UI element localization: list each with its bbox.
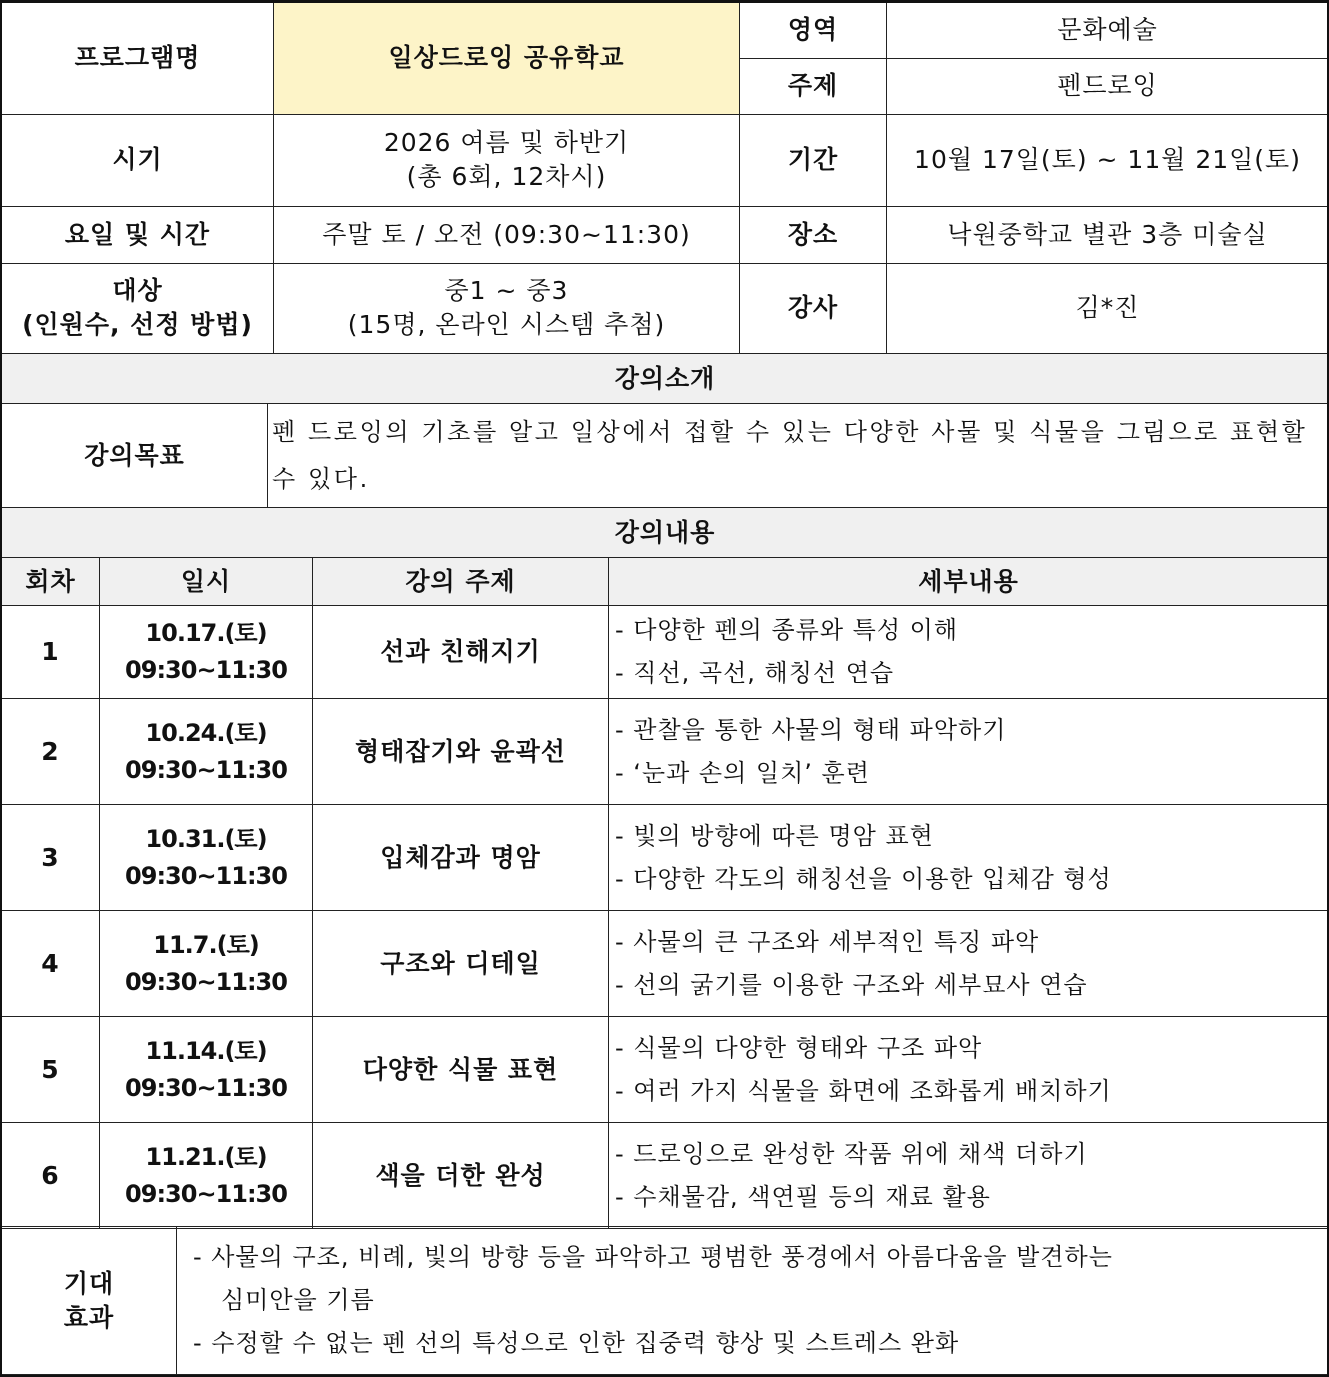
session-time: 09:30~11:30 [125, 656, 287, 684]
session-detail-line1: - 사물의 큰 구조와 세부적인 특징 파악 [615, 927, 1040, 956]
session-number: 2 [2, 699, 100, 805]
area-label: 영역 [740, 2, 887, 58]
effect-line3: - 수정할 수 없는 펜 선의 특성으로 인한 집중력 향상 및 스트레스 완화 [193, 1329, 960, 1357]
session-date: 10.24.(토) [145, 718, 267, 747]
session-time: 09:30~11:30 [125, 1179, 287, 1208]
theme-label: 주제 [740, 58, 887, 114]
session-detail-line2: - 선의 굵기를 이용한 구조와 세부묘사 연습 [615, 970, 1088, 999]
session-detail-line2: - 수채물감, 색연필 등의 재료 활용 [615, 1182, 991, 1211]
session-datetime [100, 1017, 313, 1123]
session-detail-line2: - 다양한 각도의 해칭선을 이용한 입체감 형성 [615, 864, 1112, 893]
session-detail-line1: - 빛의 방향에 따른 명암 표현 [615, 821, 934, 850]
period-label: 시기 [2, 114, 274, 206]
header-date: 일시 [100, 558, 313, 606]
duration-label: 기간 [740, 114, 887, 206]
theme-value: 펜드로잉 [887, 58, 1329, 114]
intro-section-title: 강의소개 [2, 354, 1329, 404]
day-time-label: 요일 및 시간 [2, 206, 274, 263]
period-value-line2: (총 6회, 12차시) [406, 162, 607, 191]
session-topic: 선과 친해지기 [313, 606, 609, 699]
intro-table [1, 353, 1329, 508]
program-name-label: 프로그램명 [2, 2, 274, 114]
table-row [2, 606, 1329, 699]
session-number: 5 [2, 1017, 100, 1123]
session-topic: 색을 더한 완성 [313, 1123, 609, 1229]
session-date: 11.21.(토) [145, 1142, 267, 1171]
session-datetime [100, 805, 313, 911]
duration-value: 10월 17일(토) ~ 11월 21일(토) [887, 114, 1329, 206]
session-time: 09:30~11:30 [125, 1073, 287, 1102]
session-number: 4 [2, 911, 100, 1017]
session-number: 1 [2, 606, 100, 699]
header-detail: 세부내용 [609, 558, 1329, 606]
table-row [2, 699, 1329, 805]
lecture-content-table [1, 507, 1329, 1229]
session-time: 09:30~11:30 [125, 861, 287, 890]
content-section-title: 강의내용 [2, 508, 1329, 558]
effect-text [177, 1227, 1329, 1375]
target-label [2, 263, 274, 353]
table-row [2, 805, 1329, 911]
session-detail-line1: - 식물의 다양한 형태와 구조 파악 [615, 1033, 983, 1062]
goal-text: 펜 드로잉의 기초를 알고 일상에서 접할 수 있는 다양한 사물 및 식물을 그림으로 표현할 수 있다. [268, 404, 1329, 508]
effect-line1: - 사물의 구조, 비례, 빛의 방향 등을 파악하고 평범한 풍경에서 아름다움을 발견하는 [193, 1243, 1113, 1271]
session-date: 11.14.(토) [145, 1036, 267, 1065]
session-datetime [100, 911, 313, 1017]
header-session: 회차 [2, 558, 100, 606]
session-detail [609, 911, 1329, 1017]
expected-effect-table [1, 1226, 1329, 1375]
place-label: 장소 [740, 206, 887, 263]
effect-line2: 심미안을 기름 [221, 1286, 375, 1314]
session-detail [609, 606, 1329, 699]
session-number: 3 [2, 805, 100, 911]
target-value-line2: (15명, 온라인 시스템 추첨) [347, 310, 666, 339]
session-time: 09:30~11:30 [125, 755, 287, 784]
session-datetime [100, 1123, 313, 1229]
session-datetime [100, 606, 313, 699]
session-topic: 다양한 식물 표현 [313, 1017, 609, 1123]
instructor-value: 김*진 [887, 263, 1329, 353]
header-topic: 강의 주제 [313, 558, 609, 606]
target-label-line1: 대상 [112, 276, 163, 305]
table-row [2, 1123, 1329, 1229]
session-date: 10.17.(토) [145, 619, 267, 647]
session-detail [609, 699, 1329, 805]
session-topic: 구조와 디테일 [313, 911, 609, 1017]
effect-label [2, 1227, 177, 1375]
effect-label-line2: 효과 [63, 1302, 115, 1332]
effect-label-line1: 기대 [63, 1268, 115, 1298]
session-datetime [100, 699, 313, 805]
session-detail-line1: - 다양한 펜의 종류와 특성 이해 [615, 616, 959, 644]
target-value-line1: 중1 ~ 중3 [444, 276, 569, 305]
session-detail [609, 805, 1329, 911]
session-detail [609, 1123, 1329, 1229]
session-detail-line1: - 드로잉으로 완성한 작품 위에 채색 더하기 [615, 1139, 1088, 1168]
session-number: 6 [2, 1123, 100, 1229]
session-date: 10.31.(토) [145, 824, 267, 853]
session-topic: 입체감과 명암 [313, 805, 609, 911]
period-value [274, 114, 740, 206]
place-value: 낙원중학교 별관 3층 미술실 [887, 206, 1329, 263]
session-time: 09:30~11:30 [125, 967, 287, 996]
day-time-value: 주말 토 / 오전 (09:30~11:30) [274, 206, 740, 263]
target-value [274, 263, 740, 353]
target-label-line2: (인원수, 선정 방법) [22, 310, 253, 339]
goal-label: 강의목표 [2, 404, 268, 508]
period-value-line1: 2026 여름 및 하반기 [383, 128, 630, 157]
session-detail [609, 1017, 1329, 1123]
session-detail-line2: - ‘눈과 손의 일치’ 훈련 [615, 758, 870, 787]
session-detail-line1: - 관찰을 통한 사물의 형태 파악하기 [615, 715, 1007, 744]
table-row [2, 911, 1329, 1017]
session-detail-line2: - 직선, 곡선, 해칭선 연습 [615, 659, 895, 687]
session-date: 11.7.(토) [153, 930, 259, 959]
program-name-value: 일상드로잉 공유학교 [274, 2, 740, 114]
area-value: 문화예술 [887, 2, 1329, 58]
session-detail-line2: - 여러 가지 식물을 화면에 조화롭게 배치하기 [615, 1076, 1112, 1105]
program-info-table [1, 1, 1329, 354]
table-row [2, 1017, 1329, 1123]
instructor-label: 강사 [740, 263, 887, 353]
session-topic: 형태잡기와 윤곽선 [313, 699, 609, 805]
